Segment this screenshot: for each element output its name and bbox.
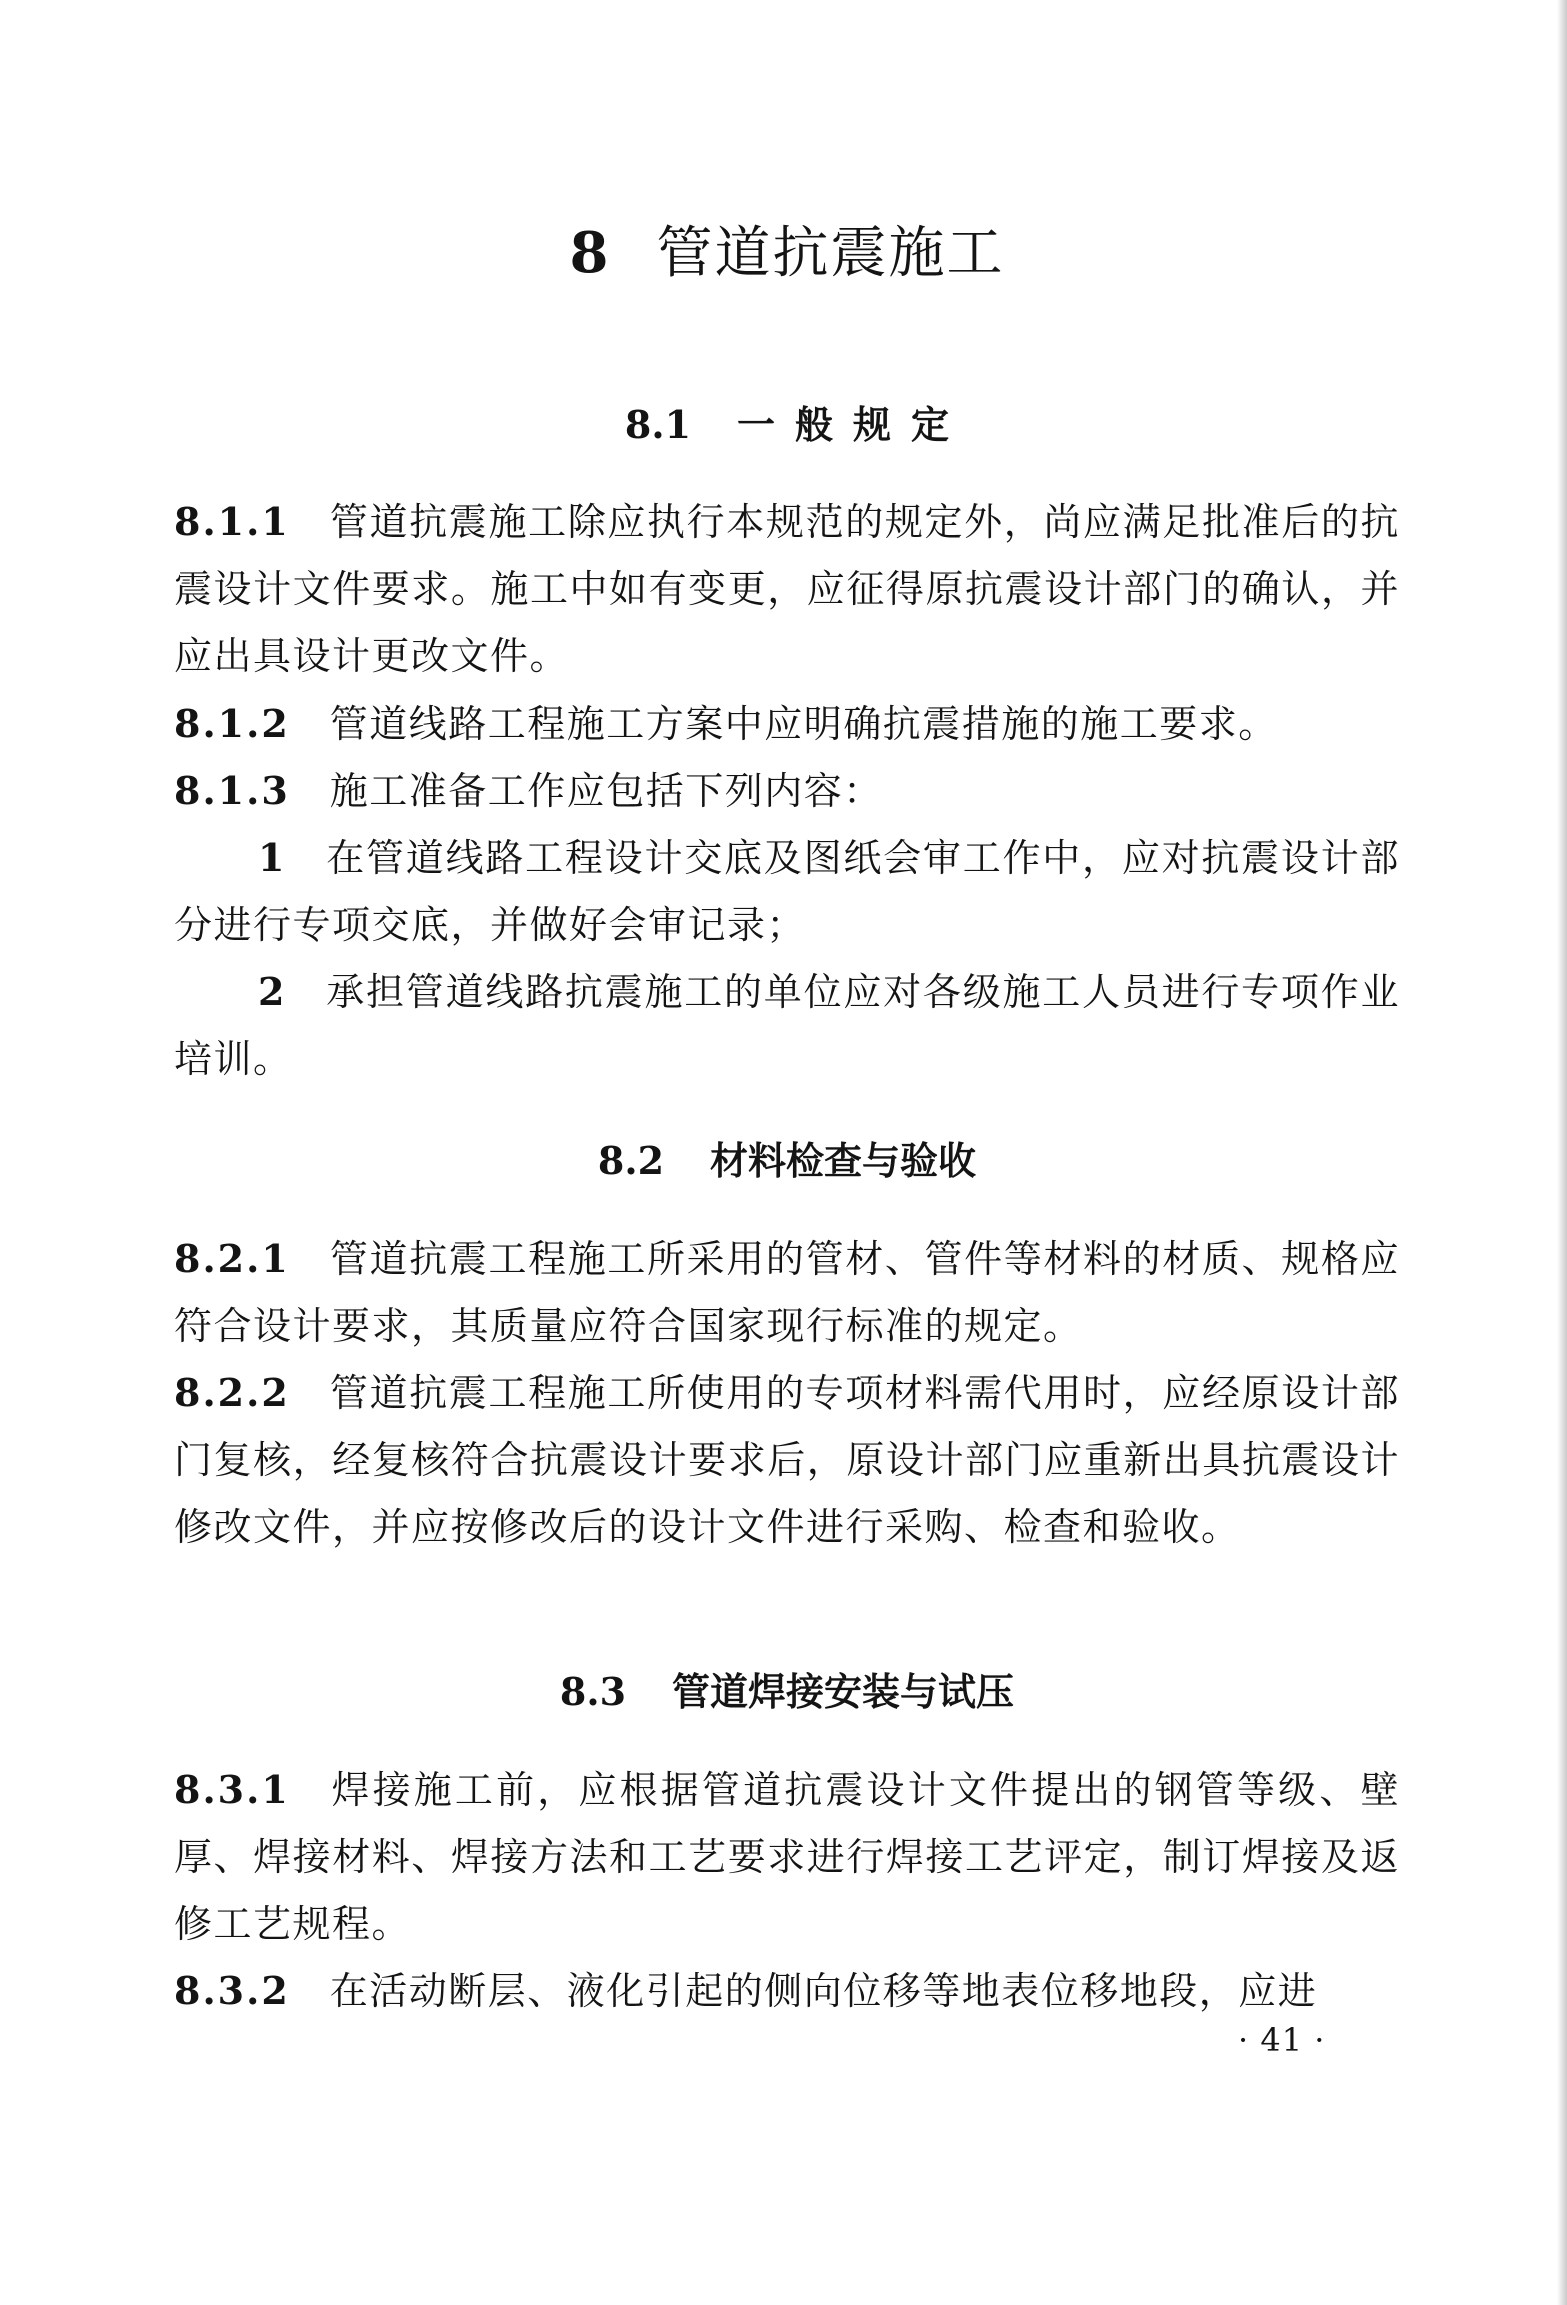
- item-number: 2: [258, 969, 286, 1014]
- section-heading-8-1: [174, 400, 1400, 450]
- clause-8-1-2: [174, 690, 1400, 758]
- section-heading-8-2: [174, 1136, 1400, 1186]
- clause-text: 管道抗震工程施工所使用的专项材料需代用时，应经原设计部门复核，经复核符合抗震设计要求后，原设计部门应重新出具抗震设计修改文件，并应按修改后的设计文件进行采购、检查和验收。: [174, 1371, 1400, 1549]
- clause-number: 8.2.1: [174, 1236, 290, 1281]
- clause-text: 管道抗震施工除应执行本规范的规定外，尚应满足批准后的抗震设计文件要求。施工中如有变更，应征得原抗震设计部门的确认，并应出具设计更改文件。: [174, 500, 1400, 678]
- page-edge: [1557, 0, 1567, 2305]
- section-number: 8.2: [597, 1138, 665, 1183]
- clause-text: 管道线路工程施工方案中应明确抗震措施的施工要求。: [329, 702, 1278, 746]
- clause-8-1-3-item-1: [174, 824, 1400, 959]
- clause-8-1-1: [174, 488, 1400, 690]
- chapter-title: [174, 218, 1400, 289]
- clause-text: 在活动断层、液化引起的侧向位移等地表位移地段，应进: [329, 1969, 1318, 2013]
- section-heading-8-3: [174, 1667, 1400, 1717]
- clause-text: 施工准备工作应包括下列内容：: [329, 769, 883, 813]
- page-number: · 41 ·: [1238, 2021, 1326, 2059]
- item-text: 承担管道线路抗震施工的单位应对各级施工人员进行专项作业培训。: [174, 970, 1400, 1081]
- section-title-text: 材料检查与验收: [710, 1139, 977, 1183]
- clause-number: 8.3.2: [174, 1968, 290, 2013]
- section-number: 8.3: [559, 1669, 627, 1714]
- clause-8-3-2: [174, 1957, 1400, 2025]
- clause-number: 8.1.3: [174, 768, 290, 813]
- clause-text: 管道抗震工程施工所采用的管材、管件等材料的材质、规格应符合设计要求，其质量应符合国家现行标准的规定。: [174, 1237, 1400, 1348]
- clause-8-1-3: [174, 757, 1400, 825]
- section-number: 8.1: [624, 402, 692, 447]
- clause-8-2-2: [174, 1359, 1400, 1561]
- clause-text: 焊接施工前，应根据管道抗震设计文件提出的钢管等级、壁厚、焊接材料、焊接方法和工艺要求进行焊接工艺评定，制订焊接及返修工艺规程。: [174, 1768, 1400, 1946]
- clause-8-3-1: [174, 1756, 1400, 1958]
- clause-number: 8.1.1: [174, 499, 290, 544]
- clause-8-2-1: [174, 1225, 1400, 1360]
- clause-number: 8.2.2: [174, 1370, 290, 1415]
- chapter-title-text: 管道抗震施工: [656, 221, 1005, 286]
- clause-number: 8.1.2: [174, 701, 290, 746]
- clause-number: 8.3.1: [174, 1767, 290, 1812]
- item-number: 1: [258, 835, 286, 880]
- clause-8-1-3-item-2: [174, 958, 1400, 1093]
- section-title-text: 管道焊接安装与试压: [672, 1670, 1015, 1714]
- section-title-text: 一般规定: [737, 403, 970, 447]
- chapter-number: 8: [569, 220, 611, 286]
- item-text: 在管道线路工程设计交底及图纸会审工作中，应对抗震设计部分进行专项交底，并做好会审记录；: [174, 836, 1400, 947]
